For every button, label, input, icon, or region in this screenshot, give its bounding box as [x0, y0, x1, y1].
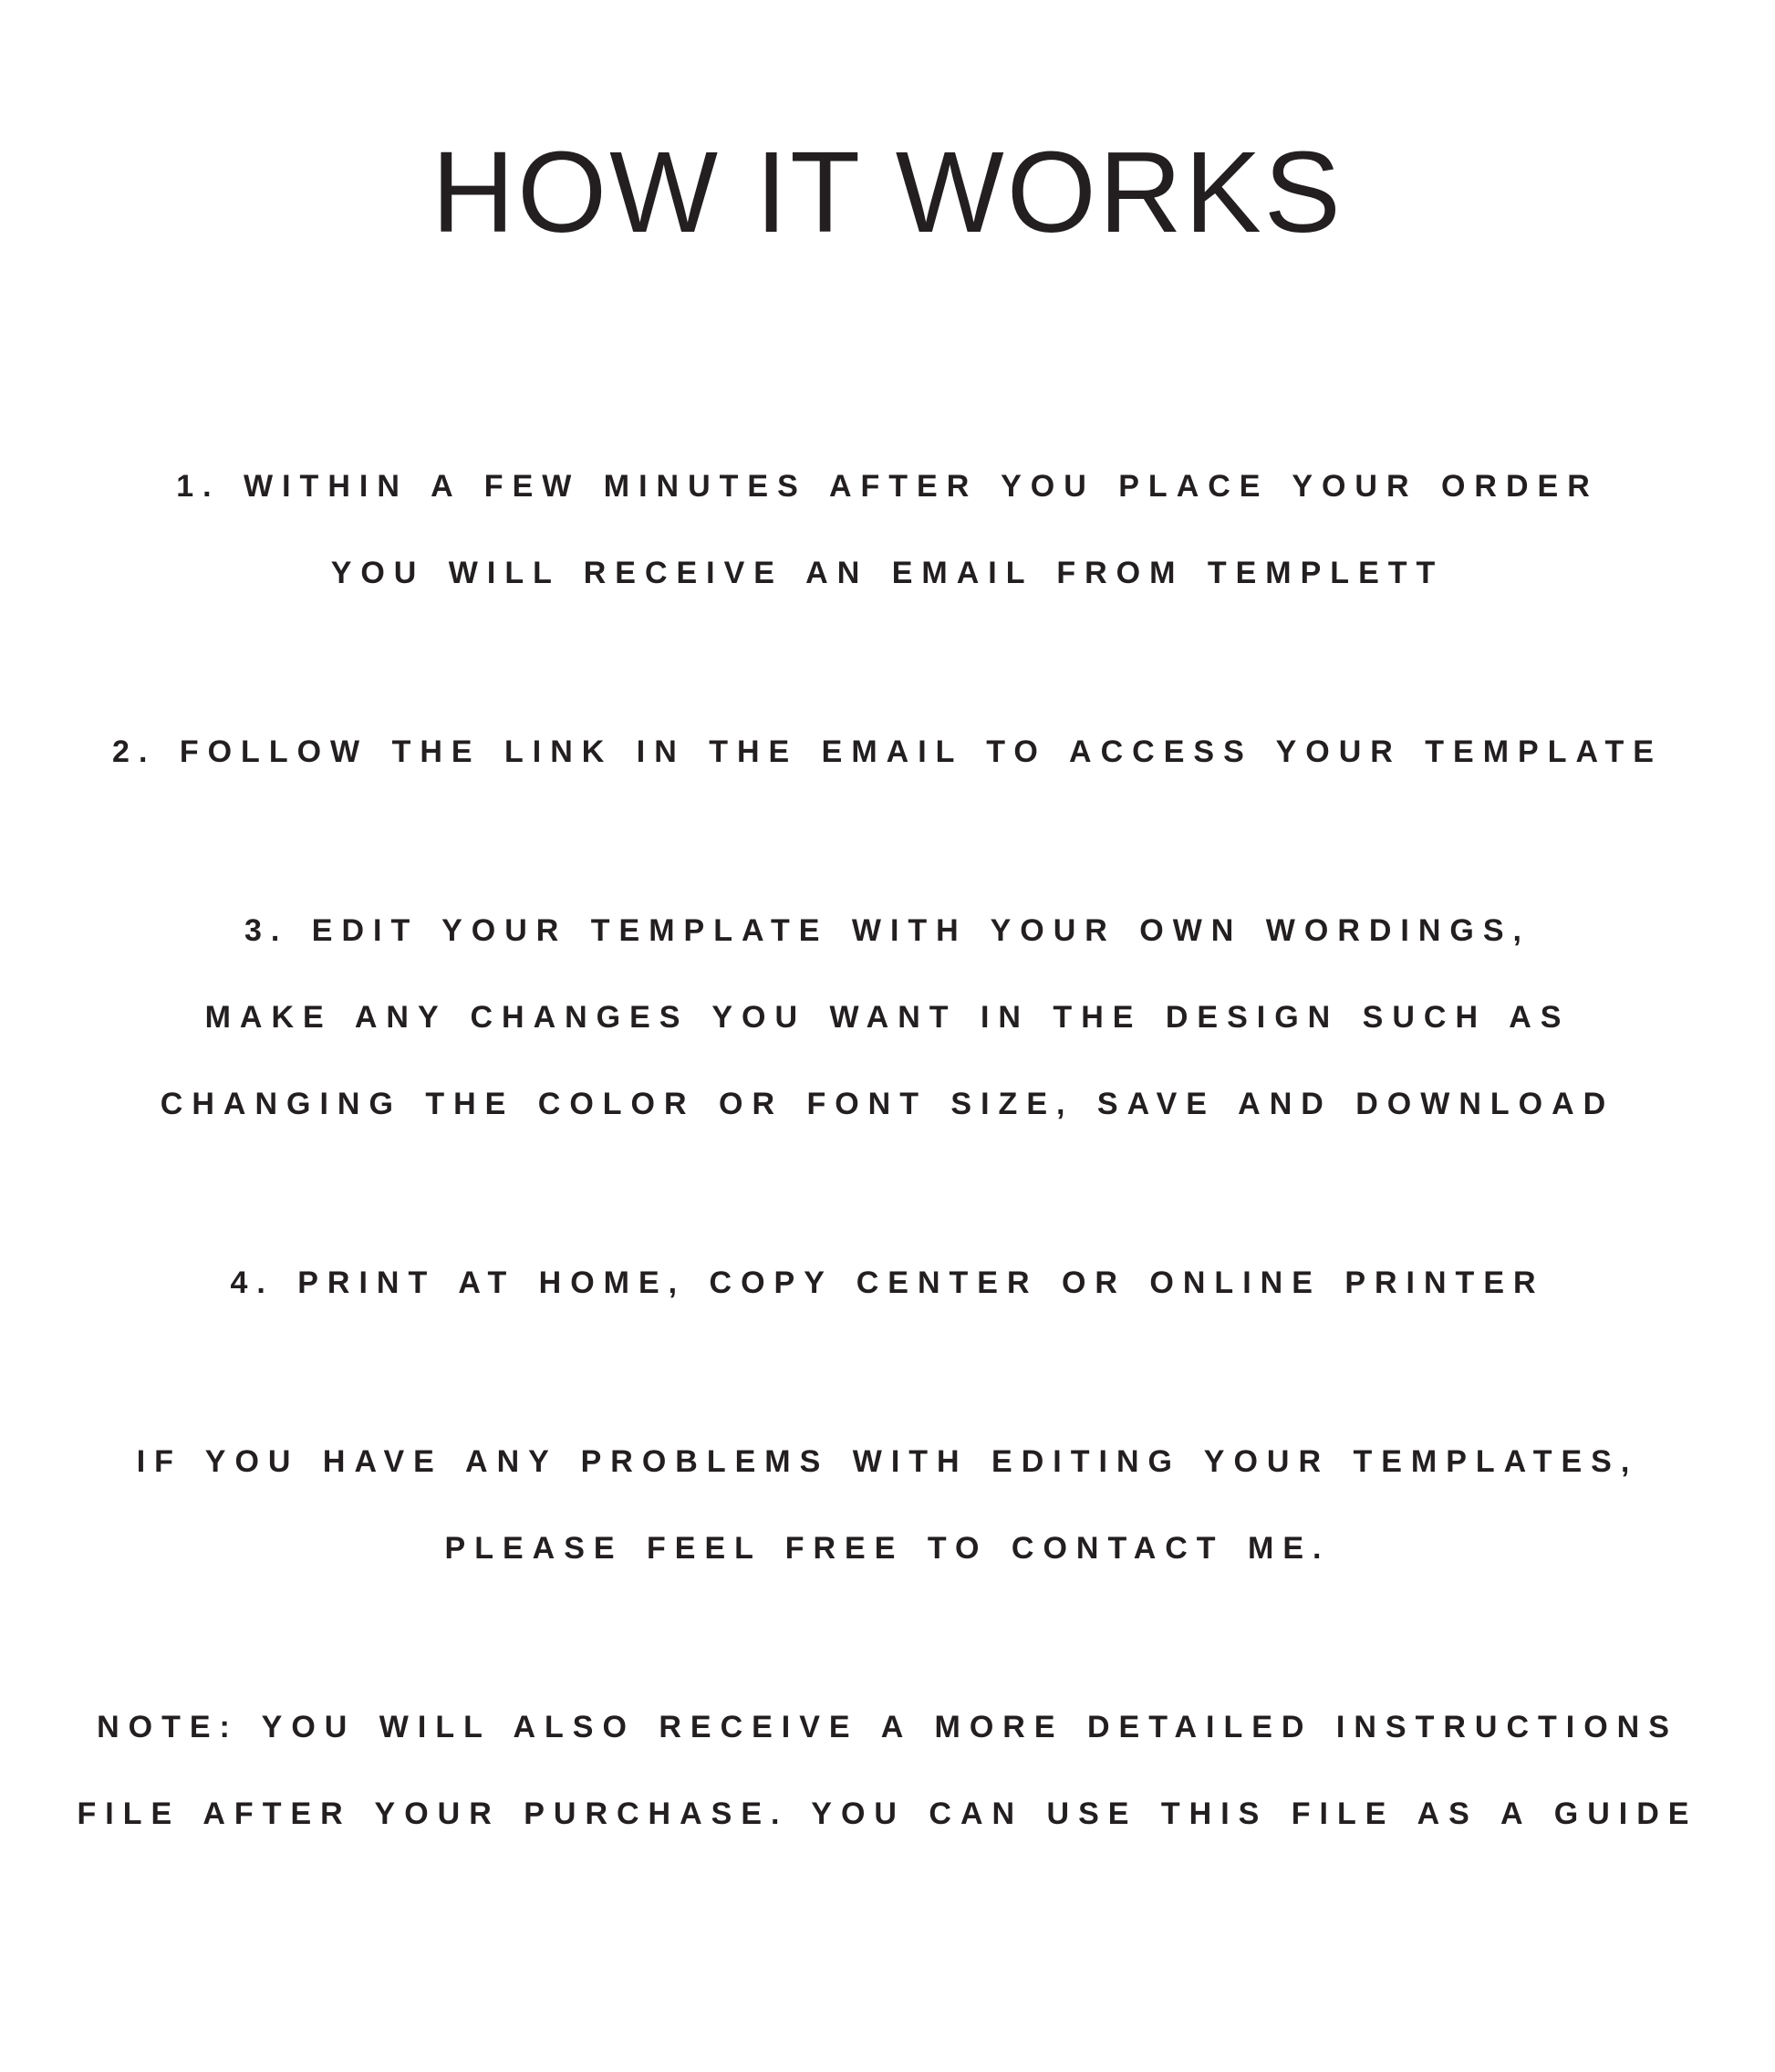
contact-note-line-2: PLEASE FEEL FREE TO CONTACT ME. [444, 1531, 1331, 1566]
step-1-line-2: YOU WILL RECEIVE AN EMAIL FROM TEMPLETT [330, 556, 1445, 590]
step-3-line-1: 3. EDIT YOUR TEMPLATE WITH YOUR OWN WORDINGS, [244, 913, 1531, 948]
step-3-line-3: CHANGING THE COLOR OR FONT SIZE, SAVE AND DOWNLOAD [160, 1087, 1615, 1121]
footer-note-line-2: FILE AFTER YOUR PURCHASE. YOU CAN USE THIS FILE AS A GUIDE [77, 1796, 1698, 1831]
step-1 [0, 443, 1775, 617]
step-4-line-1: 4. PRINT AT HOME, COPY CENTER OR ONLINE PRINTER [230, 1265, 1545, 1300]
step-4 [0, 1240, 1775, 1327]
contact-note [0, 1419, 1775, 1592]
page-title: HOW IT WORKS [431, 128, 1344, 256]
step-3-line-2: MAKE ANY CHANGES YOU WANT IN THE DESIGN SUCH AS [204, 1000, 1571, 1035]
instructions-content [0, 443, 1775, 1858]
step-2-line-1: 2. FOLLOW THE LINK IN THE EMAIL TO ACCESS YOUR TEMPLATE [112, 734, 1663, 769]
footer-note [0, 1684, 1775, 1858]
contact-note-line-1: IF YOU HAVE ANY PROBLEMS WITH EDITING YOUR TEMPLATES, [136, 1444, 1639, 1479]
step-2 [0, 709, 1775, 796]
footer-note-line-1: NOTE: YOU WILL ALSO RECEIVE A MORE DETAILED INSTRUCTIONS [97, 1710, 1678, 1744]
step-3 [0, 888, 1775, 1148]
step-1-line-1: 1. WITHIN A FEW MINUTES AFTER YOU PLACE YOUR ORDER [176, 469, 1599, 504]
